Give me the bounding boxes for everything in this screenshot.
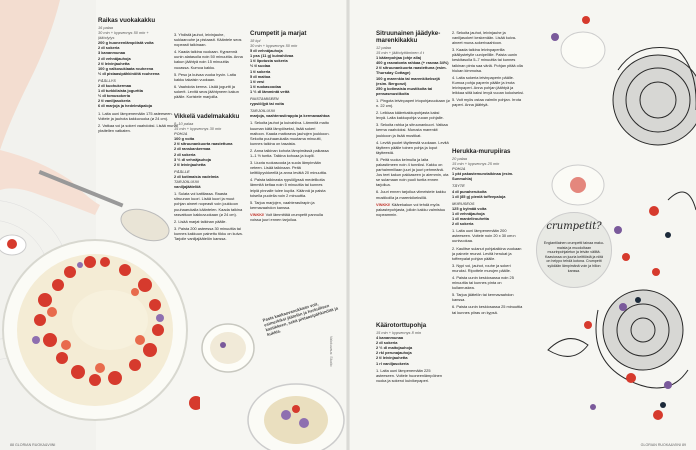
- step: 1. Sekoita jauhot ja kuivahiiva. Lämmitä maito kuuman kätä lämpöiseksi, lisää sokeri maitoon. Kaada maitoseos jauhojen joukkoon. Sekoita puuhaarukalla muutama minuutti, kunnes taikina on tasaista.: [250, 120, 330, 146]
- recipe-kaaretorttu: [376, 322, 450, 432]
- section-label: PÄÄLLYS: [98, 77, 116, 83]
- ingredients: 1 pkt pakastemurotaikinaa (esim. Sunmuhla): [452, 171, 514, 182]
- section-label: TARJOILUUN: [250, 108, 275, 114]
- step: 2. Kaulitse sulanut pohjataikina vuokaan ja painele reunat. Levitä herukat ja toffeepalat pohjan päälle.: [452, 245, 522, 261]
- ingredients: 200 g huoneenlämpöistä voita 2 dl sokeria 3 kananmunaa 2 dl vehnäjauhoja 2 tl leivinjauhetta 100 g valkosuklaata rouheena ½ dl pistaasipähkinöitä rouheena: [98, 40, 160, 76]
- step: 5. Tarjoa marjojen, vaahterasiirapin ja kermavaahdon kanssa.: [250, 199, 315, 210]
- bubble-title: crumpetit?: [546, 221, 602, 232]
- recipe-title: Sitruunainen jäädyke-marenkikakku: [376, 30, 441, 44]
- recipe-sitruunainen: [376, 30, 450, 320]
- section-label: MURUSEOS: [452, 200, 475, 206]
- ingredients: 5 dl vehnäjauhoja 1 pss (11 g) kuivahiivaa 1 tl lipotusta sokeria ½ tl suolaa 1 tl sokeria 5 dl maitoa 1 tl vesi 1 tl ruokasoodaa 1 ½ dl lämmintä vettä: [250, 48, 294, 94]
- filling: 4 dl punaherukoita 1 dl (85 g) pieniä toffeepaloja: [452, 188, 506, 199]
- topping: 2 dl kuohukermaa 1 dl turkkilaista jogurttia ½ dl tomusokeria 2 tl vaniljasokeria 6 dl marjoja ja hedelmäpaloja: [98, 83, 153, 109]
- step: 2. Vatkaa voi ja sokeri vaahdoksi. Lisää munat yksitellen vatkaten.: [98, 122, 178, 133]
- recipe-title: Herukka-murupiiras: [452, 148, 511, 155]
- recipe-raikas: [98, 17, 178, 182]
- step: 3. Kaada taikina leivinpaperilla päällystetylle uunipellille. Paista uunin keskitasolla 5–7 minuuttia tai kunnes taikinan pinta saa väriä. Pohjan pitää olla hiukan kimmoisa.: [452, 47, 523, 73]
- step: 4. Paista taikinasta rypsiöljyssä medelikotia lämmitä keltaa noin 5 minuuttia tai kunnes leipiä pinnalle tulee kuplia. Käännä ja paista toisella puolella noin 2 minuuttia.: [250, 177, 326, 198]
- step: 6. Vaahdota kerma. Lisää jogurtti ja sokerit. Levitä seos jäähtyneen kakun päälle. Koristele marjoilla.: [174, 83, 239, 100]
- step: 3. Paista 200 asteessa 30 minuuttia tai kunnes kakkuun painettu tikku on kuiva. Tarjoile vaniljajäätelön kanssa.: [174, 225, 243, 241]
- topping: 2 dl kotimaisia vadelmia TARJOILUUN vaniljajäätelöä: [174, 173, 219, 190]
- section-label: POHJA: [452, 166, 466, 172]
- step: 3. Liuota ruokasooda ja suola lämpimään veteen. Lisää taikinaan. Peitä kelttiöpyvkkeellä ja anna levätä 20 minuuttia.: [250, 160, 327, 176]
- tip: VINKKI! Voit lämmittää crumpetit pannulla voissa juuri ennen tarjoilua.: [250, 211, 323, 222]
- step: 1. Laita uuni lämpenemään 225 asteeseen. Voitele huoneenlämpöinen vuoka ja sokeroi kuivikepaperi.: [376, 367, 442, 383]
- recipe-title: Käärotorttupohja: [376, 322, 427, 329]
- step: 4. Levitä puolet täytteestä vuokaan. Levitä täytteen päälle toinen pohja ja loput täytteestä.: [376, 139, 449, 155]
- info-bubble: [536, 212, 612, 288]
- step: 2. Sekoita jauhot, leivinjauhe ja vaniljasokeri keskenään. Lisää kuiva-aineet muna-sokerivaahtoon.: [452, 30, 517, 46]
- recipe-title: Raikas vuokakakku: [98, 17, 156, 24]
- fry: rypsiöljyä tai voita: [250, 101, 284, 107]
- ingredients: 100 g voita 2 tl sitruunankuorta raastettuna 2 dl ranskankermaa 2 dl sokeria 3 ½ dl vehnäjauhoja 2 tl leivinjauhetta: [174, 136, 233, 167]
- step: 6. Paista uunin keskiosassa 25 minuuttia tai kunnes piiras on kypsä.: [452, 304, 523, 315]
- recipe-meta: 15 min + kypsennys 8 min: [376, 330, 422, 335]
- section-label: POHJA: [174, 131, 188, 137]
- crumb: 125 g kylmää voita 1 dl vehnäjauhoja 1 dl mantelirouhetta 2 dl sokeria: [452, 205, 489, 227]
- step: 5. Peso ja kuivaa vuoka hyvin. Laita kakku takaisin vuokaan.: [174, 71, 236, 82]
- recipe-sitruunainen-continued: [452, 30, 524, 130]
- serve: marjoja, vaahterasiirappia ja kermavaahtoa: [250, 113, 330, 119]
- step: 6. Juuri ennen tarjoilua viimeistele kakku mustikoilla ja marenkikeksillä.: [376, 189, 446, 200]
- step: 5. Peitä vuoka kelmulla ja laita pakastimeen noin 4 tunniksi. Kakku on parhaimmillaan juuri ja juuri pehmeänä. Jos teet kakun pakkaseen jo aiemmin, ota se sulamaan noin puoli tuntia ennen tarjoilua.: [376, 156, 449, 188]
- photo-credit: Valokuvaus: Studio: [329, 336, 333, 367]
- recipe-raikas-continued: [174, 32, 244, 112]
- step: 1. Pingota leivinpaperi irtopohjavuokaan (ø n. 22 cm).: [376, 97, 450, 109]
- ingredients: 1 käärepohjaa (ohje alla) 400 g rasvatonta rahkaa (+ rasvaa 34%) 2 tl sitruunankuorta raastettuna (esim. Thursday Cottage) 100 g marenkia tai marenkikeksejä (esim. Bergonzi) 250 g kotimaisia mustikoita tai pensasmustikoita: [376, 55, 449, 96]
- crumpet-plate-photo: [246, 375, 346, 450]
- step: 4. Laita sokeria leivinpaperin päälle. Kumoa pohja paperin päälle ja irrota leivinpaperi. Anna pohjan jäähtyä ja leikkaa siitä kaksi levyä vuoan kokoiseksi.: [452, 74, 524, 96]
- step: 3. Nypi voi, jauhot, rouhe ja sokeri muruksi. Ripottele murujen päälle.: [452, 262, 511, 273]
- recipe-meta: 20 palaa 15 min + kypsennys 25 min: [452, 156, 500, 167]
- recipe-meta: 18 kpl 30 min + kypsennys 50 min: [250, 38, 298, 49]
- serving-note: Pasta kaakaovanukkaan voit, esimerkiksi jäätelön ja herkullisen kastikkeen, sekä pistaasipähkinöitä ja kukkia.: [262, 301, 339, 338]
- recipe-meta: 16 palaa 30 min + kypsennys 50 min + jäähdytys: [98, 25, 149, 41]
- section-label: TÄYTE: [452, 183, 465, 189]
- step: 3. Sekoita rahka ja sitruunankuori. Vatkaa kerma vaahdoksi. Murusta marenkit joukkoon ja lisää mustikat.: [376, 122, 448, 138]
- recipe-title: Crumpetit ja marjat: [250, 30, 307, 37]
- step: 5. Tarjoa jäätelön tai kermavaahdon kanssa.: [452, 292, 514, 303]
- section-label: PAISTAMISEEN: [250, 96, 279, 102]
- section-label: PÄÄLLE: [174, 168, 190, 174]
- step: 1. Laita uuni lämpenemään 200 asteeseen. Voitele noin 20 x 30 cm:n uunivuokaa.: [452, 228, 516, 244]
- step: 1. Laita uuni lämpenemään 175 asteeseen. Voitele ja jauhota kakkuvuoka (ø 24 cm).: [98, 110, 173, 121]
- step: 3. Yhdistä jauhot, leivinjauhe, suklaarouhe ja pistaasit. Kääntele seos nopeasti taikinaan.: [174, 32, 242, 48]
- mug-photo: [198, 318, 258, 378]
- bubble-body: Englantilainen crumpetti tainaa maku-maista ja muodoltaan muurinpohjaletun ja leivän väliltä. Kaaviossa on juuria keittiöstä ja niitä on helppo tehdä kotona. Crumpetit syödään lämpimänä voin ja hillon kanssa.: [543, 241, 605, 273]
- folio-right: GLORIAN RUOKA&VIINI 89: [640, 443, 686, 447]
- step: 2. Leikkaa käärekakkupohjasta kaksi levyä. Laita kakkupohja vuoan pohjalle.: [376, 110, 444, 121]
- step: 1. Sulata voi kattilassa. Raasta sitruunan kuori. Lisää kuori ja muut pohjan aineet nopeasti voin joukkoon puuhaarukalla kääntelen. Kaada taikina rasvattuun kakkuvuokaan (ø 24 cm).: [174, 191, 243, 217]
- folio-left: 88 GLORIAN RUOKA&VIINI: [10, 443, 56, 447]
- step: 2. Anna taikinan kohota lämpimässä paikassa 1–1 ½ tuntia. Taikina kohoaa ja kuplii.: [250, 147, 329, 158]
- recipe-herukka: [452, 148, 524, 358]
- ingredients: 4 kananmunaa 2 dl sokeria 2 ½ dl maitojauhoja 2 rkl perunajauhoja 2 tl leivinjauhetta 1 rl vaniljasokeria: [376, 335, 413, 366]
- step: 2. Lisää marjat taikinan päälle.: [174, 218, 227, 224]
- recipe-title: Vikkelä vadelmakakku: [174, 113, 240, 120]
- step: 4. Paista uunin keskiosassa noin 25 minuuttia tai kunnes pinta on kullanruskea.: [452, 274, 514, 291]
- recipe-crumpetit: [250, 30, 330, 275]
- page-gutter: [346, 0, 350, 450]
- recipe-meta: 12 palaa 15 min + jäähdyttäminen 4 t: [376, 45, 424, 56]
- tip: VINKKI! Käärekakun voi tehdä myös pakastepohjasta, jolloin kakku valmistuu nopeammin.: [376, 201, 446, 217]
- step: 5. Voit myös ostaa valmiin pohjan. Irrota paperi. Anna jäähtyä.: [452, 97, 521, 108]
- step: 4. Kaada taikina vuokaan. Kypsennä uunin alatasolla noin 50 minuuttia. Anna kakun jäähtyä noin 15 minuuttia vuoassa. Kumoa kakku.: [174, 49, 243, 70]
- recipe-meta: 8–10 palaa 15 min + kypsennys 30 min: [174, 121, 222, 132]
- recipe-vadelma: [174, 113, 244, 283]
